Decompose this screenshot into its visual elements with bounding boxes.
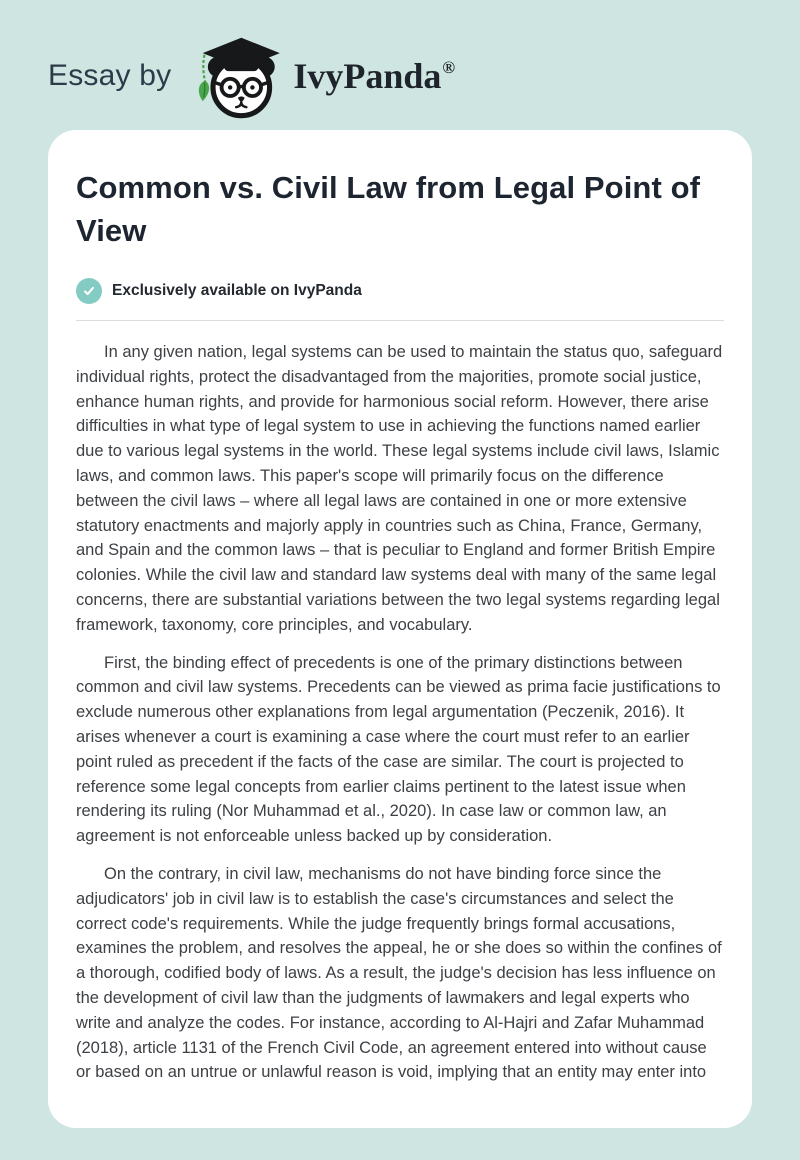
paragraph-2: First, the binding effect of precedents is one of the primary distinctions between common and civil law systems. Precedents can be viewed as prima facie justifications to exclude numerous other explanations from legal argumentation (Peczenik, 2016). It arises whenever a court is examining a case where the court must refer to an earlier point ruled as precedent if the facts of the case are similar. The court is projected to reference some legal concepts from earlier claims pertinent to the latest issue when rendering its ruling (Nor Muhammad et al., 2020). In case law or common law, an agreement is not enforceable unless backed up by consideration.	[76, 653, 721, 846]
essay-body	[76, 340, 724, 1085]
panda-graduate-icon	[189, 32, 285, 124]
essay-card	[48, 130, 752, 1128]
paragraph-3: On the contrary, in civil law, mechanisms do not have binding force since the adjudicators' job in civil law is to establish the case's circumstances and select the correct code's requirements. While the judge frequently brings formal accusations, examines the problem, and resolves the appeal, he or she does so within the confines of a thorough, codified body of laws. As a result, the judge's decision has less influence on the development of civil law than the judgments of lawmakers and legal experts who write and analyze the codes. For instance, according to Al-Hajri and Zafar Muhammad (2018), article 1131 of the French Civil Code, an agreement entered into without cause or based on an untrue or unlawful reason is void, implying that an entity may enter into	[76, 864, 722, 1082]
exclusive-badge	[76, 278, 724, 304]
exclusive-badge-label: Exclusively available on IvyPanda	[112, 282, 362, 299]
brand-name: IvyPanda®	[293, 56, 456, 96]
essay-by-label: Essay by	[48, 59, 172, 92]
page-title: Common vs. Civil Law from Legal Point of View	[76, 170, 701, 248]
check-icon	[76, 278, 102, 304]
paragraph-1: In any given nation, legal systems can be used to maintain the status quo, safeguard individual rights, protect the disadvantaged from the majorities, promote social justice, enhance human rights, and provide for harmonious social reform. However, there arise difficulties in what type of legal system to use in achieving the functions named earlier due to various legal systems in the world. These legal systems include civil laws, Islamic laws, and common laws. This paper's scope will primarily focus on the difference between the civil laws – where all legal laws are contained in one or more extensive statutory enactments and majorly apply in countries such as China, France, Germany, and Spain and the common laws – that is peculiar to England and former British Empire colonies. While the civil law and standard law systems deal with many of the same legal concerns, there are substantial variations between the two legal systems regarding legal framework, taxonomy, core principles, and vocabulary.	[76, 343, 723, 634]
divider	[76, 320, 724, 321]
registered-mark: ®	[442, 58, 456, 77]
header	[0, 0, 800, 126]
